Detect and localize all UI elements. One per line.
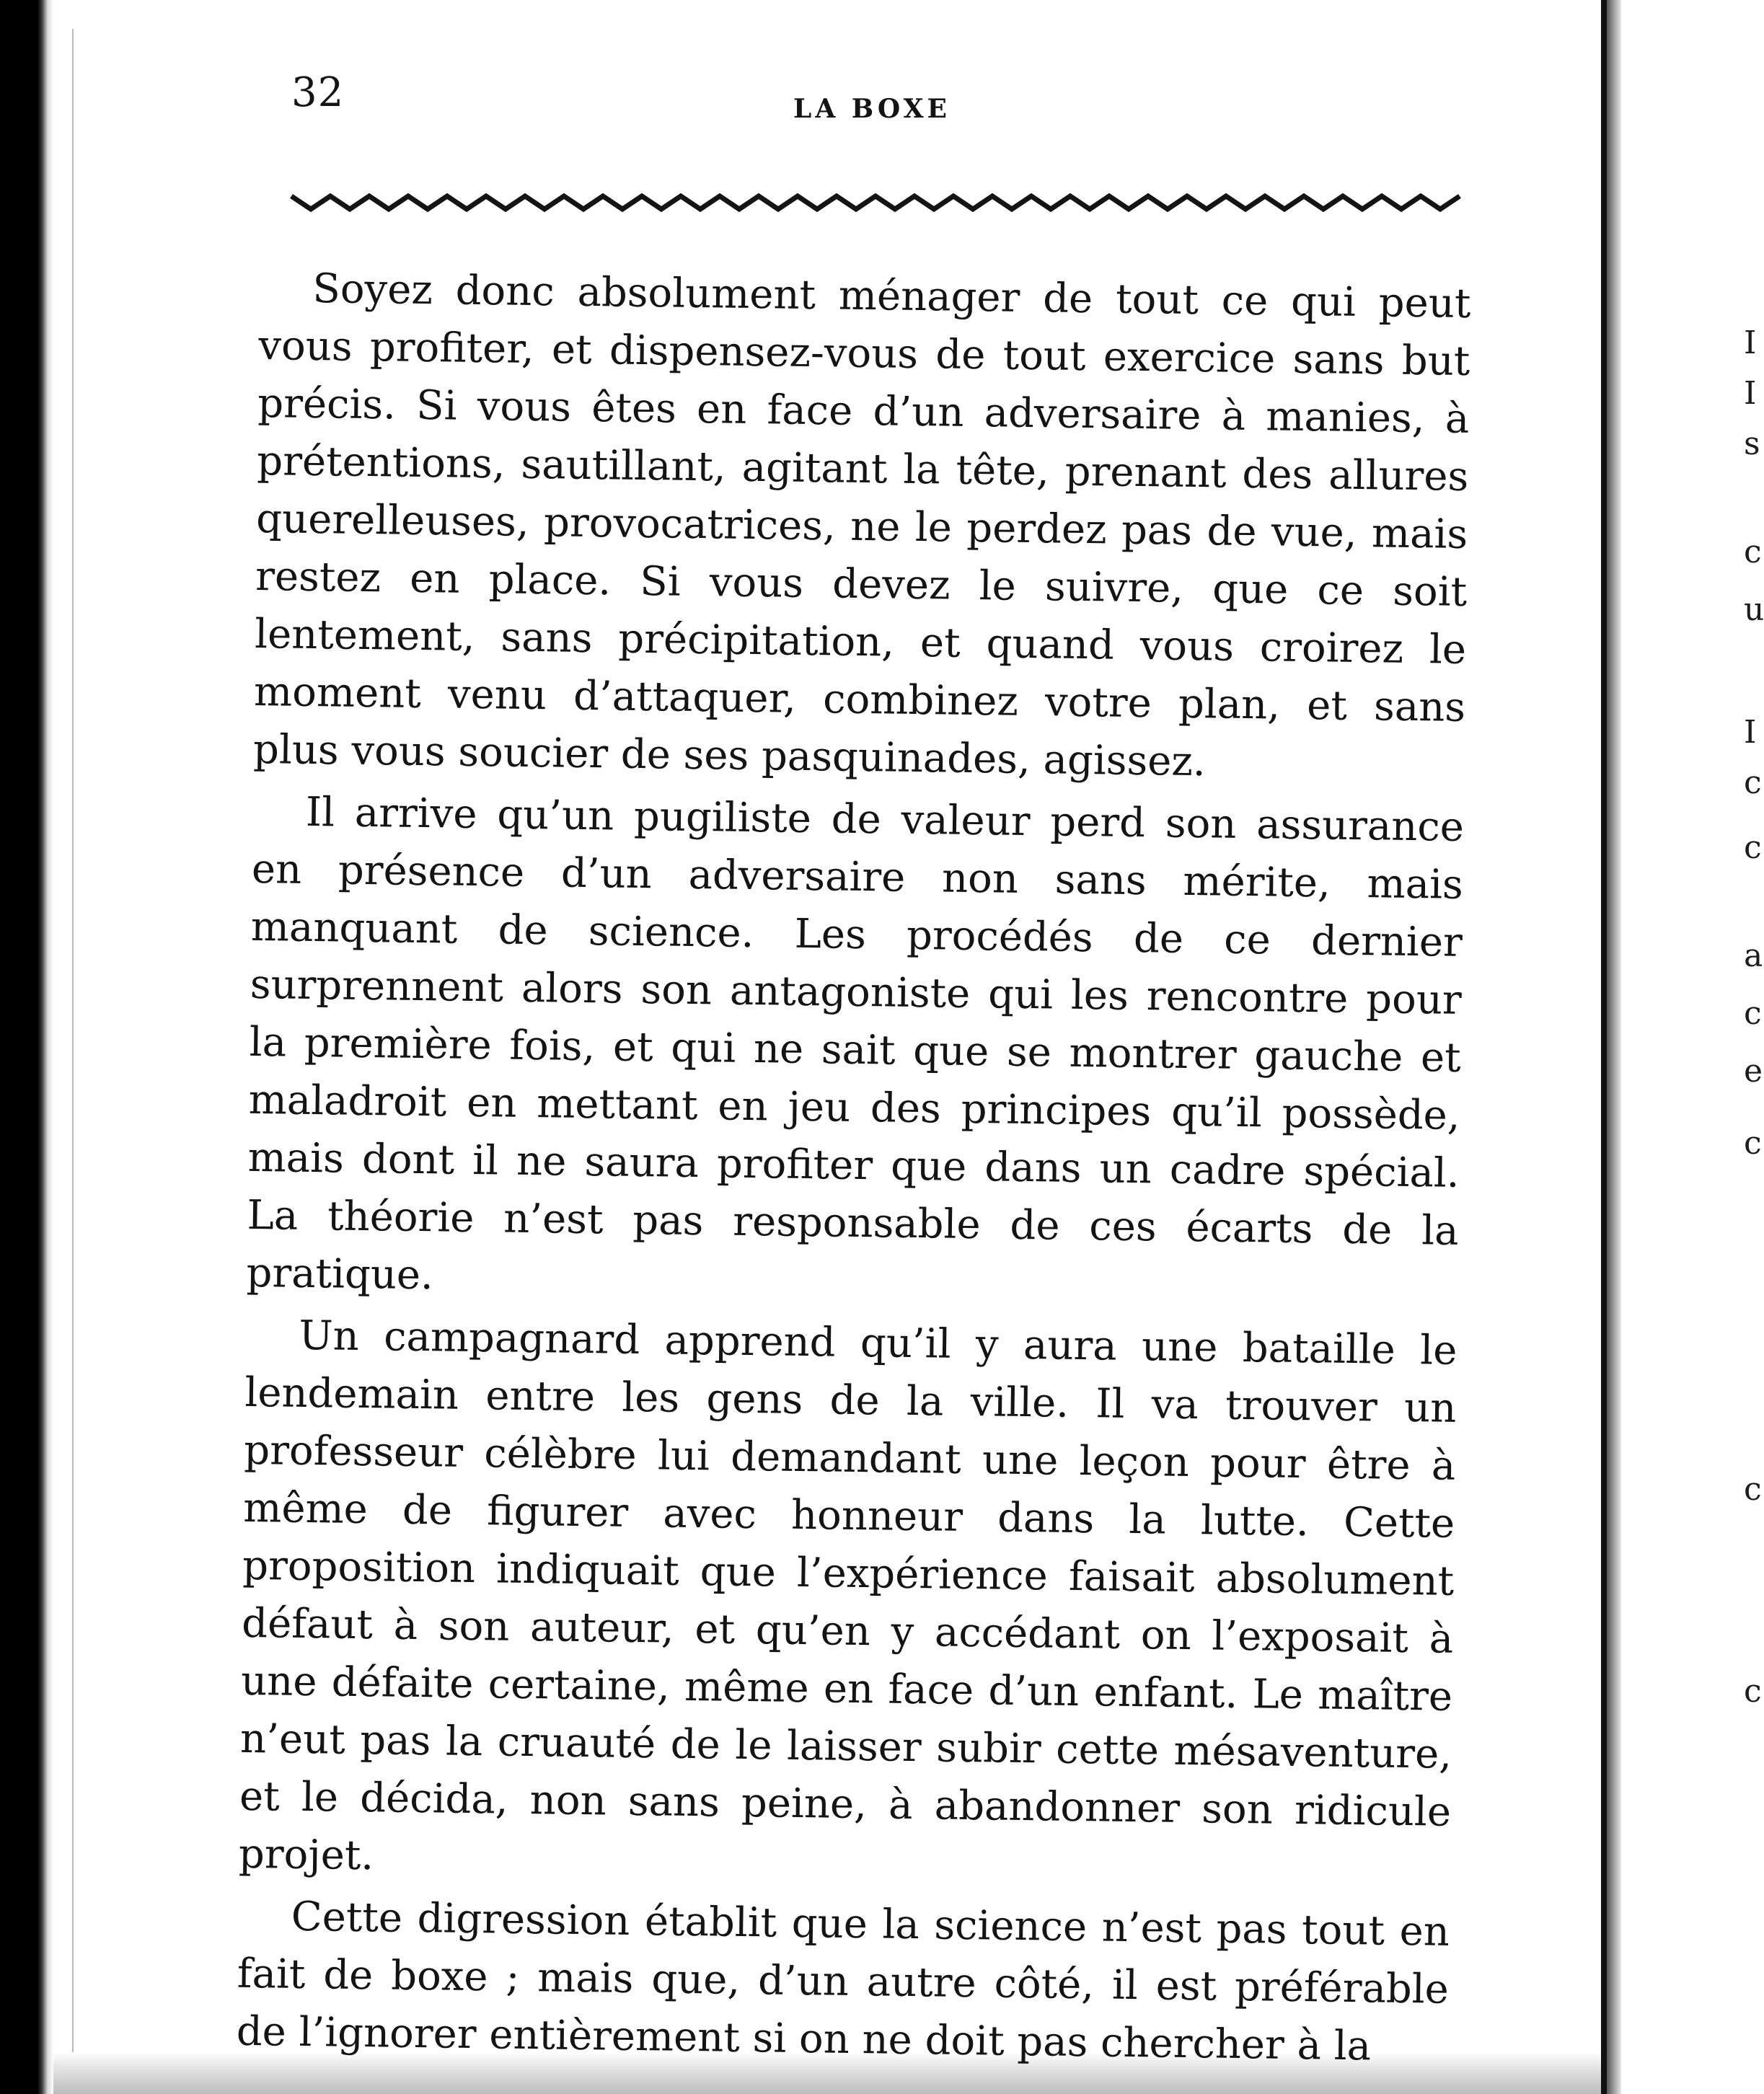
facing-page-glyph: c [1744, 829, 1762, 866]
facing-page-glyph: a [1744, 937, 1763, 974]
facing-page-glyph: c [1744, 1673, 1762, 1710]
facing-page-glyph: s [1744, 425, 1760, 462]
facing-page-edge [1621, 0, 1757, 2094]
facing-page-glyph: e [1744, 1053, 1763, 1090]
page-header [291, 69, 1474, 127]
running-title: LA BOXE [793, 94, 951, 124]
book-edge-left [0, 0, 53, 2094]
paragraph: Cette digression établit que la science n’est pas tout en fait de boxe ; mais que, d’un autre côté, il est préférable de l’ignorer entièrement si on ne doit pas chercher à la [236, 1893, 1450, 2070]
page-stack-line [72, 29, 74, 2062]
facing-page-glyph: c [1744, 995, 1762, 1032]
facing-page-glyph: I [1744, 714, 1757, 751]
facing-page-glyph: u [1744, 591, 1764, 628]
facing-page-glyph: c [1744, 534, 1762, 570]
paragraph: Soyez donc absolument ménager de tout ce qui peut vous profiter, et dispensez-vous de tout exercice sans but précis. Si vous êtes en face d’un adversaire à manies, à prétentions, sautillant, agitant la tête, prenant des allures querelleuses, provocatrices, ne le perdez pas de vue, mais restez en place. Si vous devez le suivre, que ce soit lentement, sans précipitation, et quand vous croirez le moment venu d’attaquer, combinez votre plan, et sans plus vous soucier de ses pasquinades, agissez. [252, 265, 1471, 786]
spine-shadow [1607, 0, 1621, 2094]
zigzag-rule-ornament [291, 182, 1460, 222]
paragraph: Un campagnard apprend qu’il y aura une bataille le lendemain entre les gens de la ville. Il va trouver un professeur célèbre lui demandant une leçon pour être à même de figurer avec honneur dans la lutte. Cette proposition indiquait que l’expérience faisait absolument défaut à son auteur, et qu’en y accédant on l’exposait à une défaite certaine, même en face d’un enfant. Le maître n’eut pas la cruauté de le laisser subir cette mésaventure, et le décida, non sans peine, à abandonner son ridicule projet. [238, 1312, 1457, 1880]
facing-page-glyph: c [1744, 1125, 1762, 1162]
body-text [236, 260, 1471, 2081]
facing-page-glyph: c [1744, 1471, 1762, 1508]
page-number: 32 [291, 69, 345, 116]
facing-page-glyph: c [1744, 764, 1762, 801]
facing-page-glyph: I [1744, 324, 1757, 361]
facing-page-glyph: I [1744, 375, 1757, 412]
paragraph: Il arrive qu’un pugiliste de valeur perd son assurance en présence d’un adversaire non sans mérite, mais manquant de science. Les procédés de ce dernier surprennent alors son antagoniste qui les rencontre pour la première fois, et qui ne sait que se montrer gauche et maladroit en mettant en jeu des principes qu’il possède, mais dont il ne saura profiter que dans un cadre spécial. La théorie n’est pas responsable de ces écarts de la pratique. [246, 788, 1465, 1299]
book-spine [1601, 0, 1607, 2094]
